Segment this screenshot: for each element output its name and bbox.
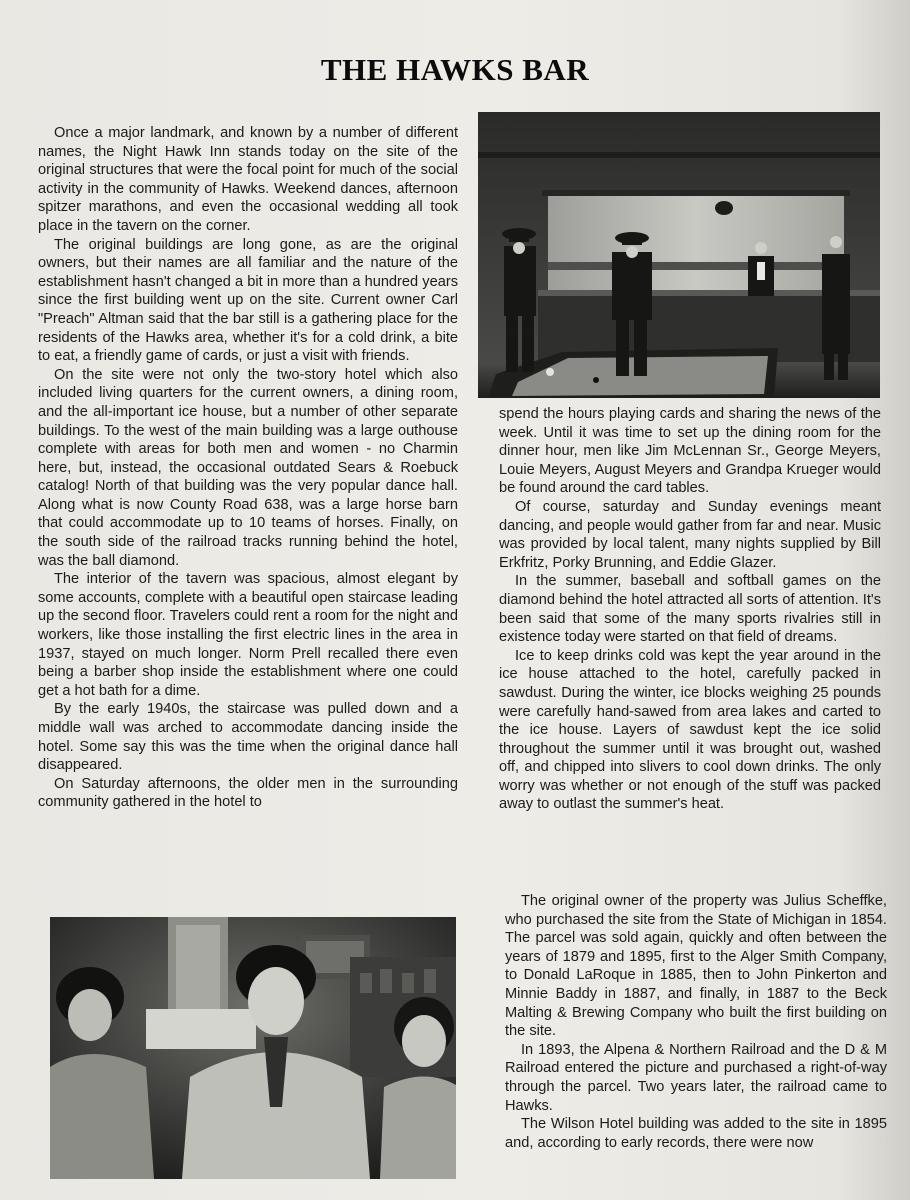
bar-interior-photo [478, 112, 880, 398]
paragraph: The interior of the tavern was spacious, almost elegant by some accounts, complete with a beautiful open staircase leading up the second floor. Travelers could rent a room for the night and workers, like those installing the first electric lines in the area in 1937, stayed on much longer. Norm Prell recalled there even being a barber shop inside the establishment where one could get a hot bath for a dime. [38, 571, 458, 699]
paragraph: In the summer, baseball and softball games on the diamond behind the hotel attracted all sorts of attention. It's been said that some of the many sports rivalries still in existence today were started on that field of dreams. [499, 573, 881, 646]
paragraph: On Saturday afternoons, the older men in the surrounding community gathered in the hotel to [38, 775, 458, 811]
right-column-top [499, 405, 881, 814]
paragraph: On the site were not only the two-story hotel which also included living quarters for the current owners, a dining room, and the all-important ice house, but a number of other separate buildings. To the west of the main building was a large outhouse complete with areas for both men and women - no Charmin here, but, instead, the occasional outdated Sears & Roebuck catalog! North of that building was the very popular dance hall. Along what is now County Road 638, was a large horse barn that could accommodate up to 10 teams of horses. Finally, on the south side of the railroad tracks running behind the hotel, was the ball diamond. [38, 366, 458, 569]
paragraph: Once a major landmark, and known by a number of different names, the Night Hawk Inn stands today on the site of the original structures that were the focal point for much of the social activity in the community of Hawks. Weekend dances, afternoon spitzer marathons, and even the occasional wedding all took place in the tavern on the corner. [38, 125, 458, 234]
paragraph: The Wilson Hotel building was added to the site in 1895 and, according to early records, there were now [505, 1116, 887, 1151]
paragraph: The original owner of the property was Julius Scheffke, who purchased the site from the State of Michigan in 1854. The parcel was sold again, quickly and often between the years of 1879 and 1895, first to the Alger Smith Company, to Donald LaRoque in 1885, then to John Pinkerton and Minnie Baddy in 1887, and finally, in 1887 to the Beck Malting & Brewing Company who built the first building on the site. [505, 893, 887, 1040]
paragraph: spend the hours playing cards and sharing the news of the week. Until it was time to set up the dining room for the dinner hour, men like Jim McLennan Sr., George Meyers, Louie Meyers, August Meyers and Grandpa Krueger would be found around the card tables. [499, 406, 881, 497]
paragraph: Ice to keep drinks cold was kept the year around in the ice house attached to the hotel, carefully packed in sawdust. During the winter, ice blocks weighing 25 pounds were carefully hand-sawed from area lakes and carted to the ice house. Layers of sawdust kept the ice solid throughout the summer until it was brought out, washed off, and chipped into slivers to cool down drinks. The only worry was whether or not enough of the stuff was packed away to outlast the summer's heat. [499, 647, 881, 813]
paragraph: In 1893, the Alpena & Northern Railroad and the D & M Railroad entered the picture and purchased a right-of-way through the parcel. Two years later, the railroad came to Hawks. [505, 1041, 887, 1114]
paragraph: Of course, saturday and Sunday evenings meant dancing, and people would gather from far and near. Music was provided by local talent, many nights supplied by Bill Erkfritz, Porky Brunning, and Eddie Glazer. [499, 498, 881, 571]
page-title: THE HAWKS BAR [320, 52, 590, 87]
paragraph: The original buildings are long gone, as are the original owners, but their names are all familiar and the nature of the establishment hasn't changed a bit in more than a hundred years since the first building went up on the site. Current owner Carl "Preach" Altman said that the bar still is a gathering place for the residents of the Hawks area, whether it's for a cold drink, a bite to eat, a friendly game of cards, or just a visit with friends. [38, 236, 458, 365]
left-column [38, 124, 458, 812]
paragraph: By the early 1940s, the staircase was pulled down and a middle wall was arched to accommodate dancing inside the hotel. Some say this was the time when the original dance hall disappeared. [38, 701, 458, 774]
right-column-bottom [505, 892, 887, 1152]
women-portrait-photo [50, 917, 456, 1179]
